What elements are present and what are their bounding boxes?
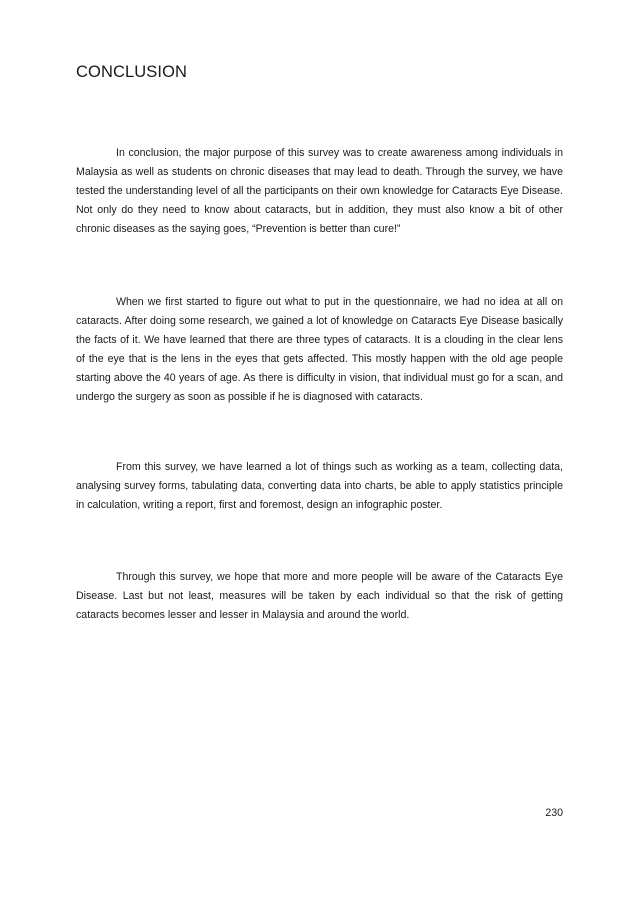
paragraph-1: In conclusion, the major purpose of this survey was to create awareness among individuals in Malaysia as well as students on chronic diseases that may lead to death. Through the survey, we have tested the understanding level of all the participants on their own knowledge for Cataracts Eye Disease. Not only do they need to know about cataracts, but in addition, they must also know a bit of other chronic diseases as the saying goes, “Prevention is better than cure!” [76,147,563,235]
section-heading: CONCLUSION [76,63,188,81]
paragraph-4: Through this survey, we hope that more and more people will be aware of the Cataracts Eye Disease. Last but not least, measures will be taken by each individual so that the risk of getting cataracts becomes lesser and lesser in Malaysia and around the world. [76,571,563,621]
page-number: 230 [545,807,563,819]
paragraph-3: From this survey, we have learned a lot of things such as working as a team, collecting data, analysing survey forms, tabulating data, converting data into charts, be able to apply statistics principle in calculation, writing a report, first and foremost, design an infographic poster. [76,461,563,511]
paragraph-2: When we first started to figure out what to put in the questionnaire, we had no idea at all on cataracts. After doing some research, we gained a lot of knowledge on Cataracts Eye Disease basically the facts of it. We have learned that there are three types of cataracts. It is a clouding in the clear lens of the eye that is the lens in the eyes that gets affected. This mostly happen with the old age people starting above the 40 years of age. As there is difficulty in vision, that individual must go for a scan, and undergo the surgery as soon as possible if he is diagnosed with cataracts. [76,296,563,403]
